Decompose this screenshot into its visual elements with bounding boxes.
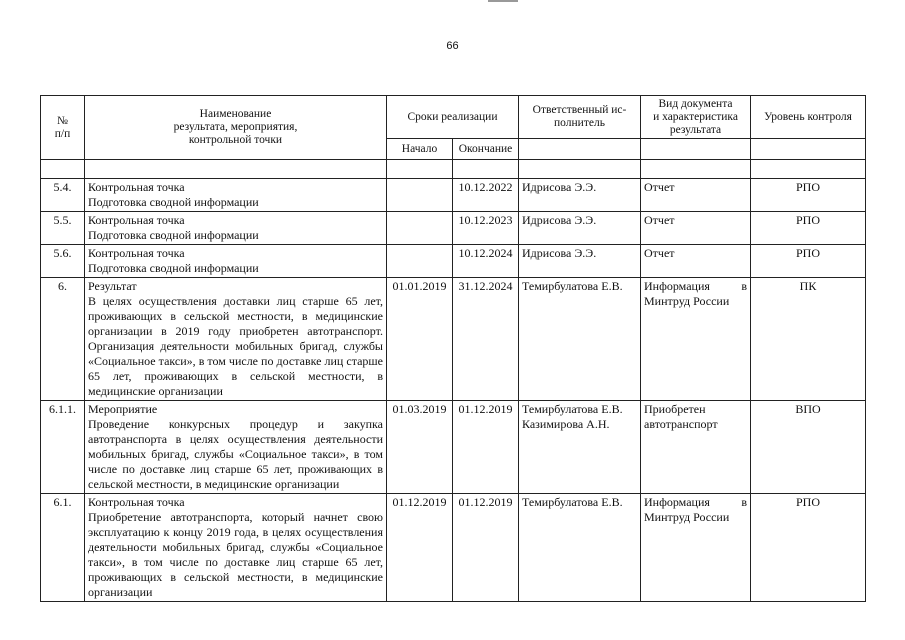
table-row xyxy=(41,179,866,212)
row-text: Проведение конкурсных процедур и закупка автотранспорта в целях осуществления деятельности мобильных бригад, службы «Социальное такси», в том числе по доставке лиц старше 65 лет, проживающих в сельской местности, в медицинские организации xyxy=(88,417,383,491)
row-end: 10.12.2024 xyxy=(453,245,519,278)
row-responsible: Темирбулатова Е.В. xyxy=(519,494,641,602)
header-terms: Сроки реализации xyxy=(387,96,519,139)
row-name xyxy=(85,212,387,245)
header-responsible-empty xyxy=(519,139,641,160)
top-edge-mark xyxy=(488,0,518,2)
row-num: 6.1.1. xyxy=(41,401,85,494)
row-title: Контрольная точка xyxy=(88,246,185,260)
row-level: РПО xyxy=(751,245,866,278)
spacer-row xyxy=(41,160,866,179)
row-text: Приобретение автотранспорта, который начнет свою эксплуатацию к концу 2019 года, в целях осуществления деятельности мобильных бригад, службы «Социальное такси», в том числе по доставке лиц старше 65 лет, проживающих в сельской местности, в медицинские организации xyxy=(88,510,383,599)
row-start xyxy=(387,245,453,278)
row-name xyxy=(85,401,387,494)
row-end: 10.12.2023 xyxy=(453,212,519,245)
row-title: Контрольная точка xyxy=(88,495,185,509)
row-title: Результат xyxy=(88,279,137,293)
page-number: 66 xyxy=(446,40,459,52)
table-row xyxy=(41,494,866,602)
row-text: Подготовка сводной информации xyxy=(88,261,259,275)
header-end: Окончание xyxy=(453,139,519,160)
row-text: Подготовка сводной информации xyxy=(88,195,259,209)
row-start xyxy=(387,179,453,212)
table-row xyxy=(41,401,866,494)
implementation-plan-table xyxy=(40,95,866,602)
header-level-empty xyxy=(751,139,866,160)
header-level: Уровень контроля xyxy=(751,96,866,139)
row-responsible: Идрисова Э.Э. xyxy=(519,212,641,245)
row-end: 01.12.2019 xyxy=(453,494,519,602)
row-level: ВПО xyxy=(751,401,866,494)
row-start: 01.03.2019 xyxy=(387,401,453,494)
row-num: 5.6. xyxy=(41,245,85,278)
row-title: Мероприятие xyxy=(88,402,158,416)
row-start xyxy=(387,212,453,245)
row-responsible: Идрисова Э.Э. xyxy=(519,245,641,278)
row-doc: Отчет xyxy=(641,212,751,245)
row-num: 5.4. xyxy=(41,179,85,212)
row-name xyxy=(85,245,387,278)
row-num: 6. xyxy=(41,278,85,401)
header-num: № п/п xyxy=(41,96,85,160)
header-start: Начало xyxy=(387,139,453,160)
row-text: Подготовка сводной информации xyxy=(88,228,259,242)
header-name: Наименование результата, мероприятия, контрольной точки xyxy=(85,96,387,160)
header-row-1 xyxy=(41,96,866,139)
row-doc: Информация в Минтруд России xyxy=(641,494,751,602)
row-level: РПО xyxy=(751,212,866,245)
row-level: РПО xyxy=(751,179,866,212)
table-row xyxy=(41,212,866,245)
row-end: 31.12.2024 xyxy=(453,278,519,401)
row-doc: Приобретен автотранспорт xyxy=(641,401,751,494)
header-responsible: Ответственный ис- полнитель xyxy=(519,96,641,139)
row-num: 5.5. xyxy=(41,212,85,245)
row-title: Контрольная точка xyxy=(88,213,185,227)
row-doc: Отчет xyxy=(641,245,751,278)
row-name xyxy=(85,278,387,401)
row-doc: Отчет xyxy=(641,179,751,212)
header-doc: Вид документа и характеристика результата xyxy=(641,96,751,139)
row-num: 6.1. xyxy=(41,494,85,602)
row-end: 10.12.2022 xyxy=(453,179,519,212)
row-level: ПК xyxy=(751,278,866,401)
row-responsible: Идрисова Э.Э. xyxy=(519,179,641,212)
row-responsible: Темирбулатова Е.В. Казимирова А.Н. xyxy=(519,401,641,494)
header-doc-empty xyxy=(641,139,751,160)
row-title: Контрольная точка xyxy=(88,180,185,194)
table-row xyxy=(41,245,866,278)
row-responsible: Темирбулатова Е.В. xyxy=(519,278,641,401)
row-level: РПО xyxy=(751,494,866,602)
row-name xyxy=(85,494,387,602)
row-name xyxy=(85,179,387,212)
row-text: В целях осуществления доставки лиц старше 65 лет, проживающих в сельской местности, в медицинские организации в 2019 году приобретен автотранспорт. Организация деятельности мобильных бригад, службы «Социальное такси», в том числе по доставке лиц старше 65 лет, проживающих в сельской местности, в медицинские организации xyxy=(88,294,383,398)
row-end: 01.12.2019 xyxy=(453,401,519,494)
row-start: 01.12.2019 xyxy=(387,494,453,602)
table-row xyxy=(41,278,866,401)
row-doc: Информация в Минтруд России xyxy=(641,278,751,401)
row-start: 01.01.2019 xyxy=(387,278,453,401)
